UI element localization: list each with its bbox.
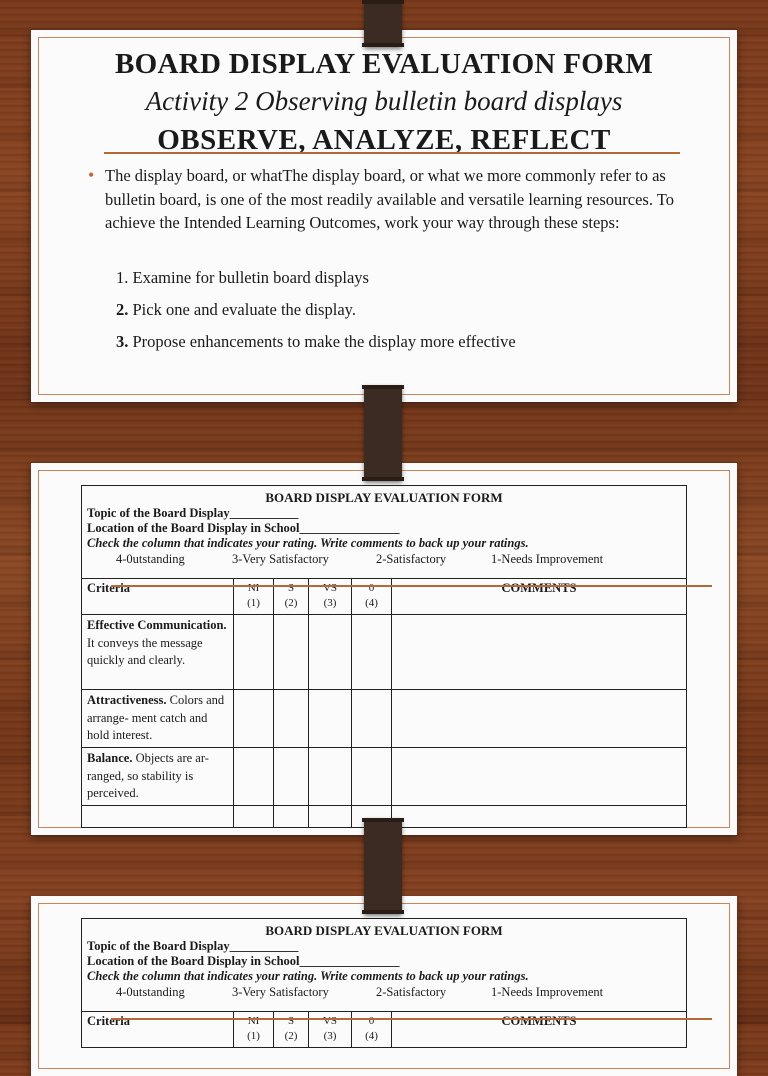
s-value: (2): [284, 597, 298, 609]
rating-cell[interactable]: [234, 748, 274, 806]
vs-value: (3): [323, 597, 337, 609]
criteria-name: Effective Communication.: [87, 618, 227, 632]
instruction-text: Check the column that indicates your rating. Write comments to back up your ratings.: [87, 969, 529, 983]
step-number: 1.: [116, 268, 129, 287]
comment-cell[interactable]: [392, 805, 687, 827]
step-item: [116, 330, 516, 362]
s-value: (2): [284, 1030, 298, 1042]
criteria-description: Objects are ar- ranged, so stability is perceived.: [87, 751, 209, 800]
s-header: [274, 1012, 309, 1048]
table-row: [82, 615, 687, 690]
scale-item: 2-Satisfactory: [376, 552, 447, 566]
rating-cell[interactable]: [274, 615, 309, 690]
intro-bullet: [88, 164, 695, 235]
scale-item: 4-0utstanding: [116, 985, 185, 999]
o-header: [352, 1012, 392, 1048]
binder-clip: [364, 0, 402, 47]
rating-cell[interactable]: [274, 690, 309, 748]
evaluation-form-table: [81, 485, 687, 828]
criteria-header: Criteria: [82, 1012, 234, 1048]
vs-value: (3): [323, 1030, 337, 1042]
criteria-cell: [82, 690, 234, 748]
o-value: (4): [365, 597, 378, 609]
ni-label: NI: [247, 1015, 260, 1027]
step-item: [116, 266, 516, 298]
instruction-text: Check the column that indicates your rating. Write comments to back up your ratings.: [87, 536, 529, 550]
location-label: Location of the Board Display in School________________: [87, 954, 400, 968]
criteria-header: Criteria: [82, 579, 234, 615]
binder-clip: [364, 818, 402, 914]
bullet-icon: •: [88, 165, 95, 185]
rating-cell[interactable]: [309, 690, 352, 748]
table-row: [82, 748, 687, 806]
rating-cell[interactable]: [309, 805, 352, 827]
comments-header: COMMENTS: [392, 579, 687, 615]
rating-cell[interactable]: [234, 805, 274, 827]
scale-item: 1-Needs Improvement: [491, 552, 604, 566]
s-label: S: [287, 582, 295, 594]
vs-header: [309, 1012, 352, 1048]
location-label: Location of the Board Display in School________________: [87, 521, 400, 535]
comments-header: COMMENTS: [392, 1012, 687, 1048]
criteria-cell: [82, 615, 234, 690]
o-value: (4): [365, 1030, 378, 1042]
step-item: [116, 298, 516, 330]
rating-cell[interactable]: [234, 615, 274, 690]
rating-cell[interactable]: [234, 690, 274, 748]
step-number: 2.: [116, 300, 129, 319]
rating-cell[interactable]: [274, 748, 309, 806]
criteria-cell: [82, 748, 234, 806]
slide-form-copy: [31, 896, 737, 1076]
rating-cell[interactable]: [274, 805, 309, 827]
steps-list: [116, 266, 516, 362]
s-header: [274, 579, 309, 615]
step-text: Pick one and evaluate the display.: [132, 300, 356, 319]
criteria-description: It conveys the message quickly and clearly.: [87, 635, 203, 667]
criteria-name: Balance.: [87, 751, 133, 765]
scale-item: 2-Satisfactory: [376, 985, 447, 999]
scale-item: 3-Very Satisfactory: [232, 552, 329, 566]
activity-subtitle: Activity 2 Observing bulletin board displays: [145, 86, 623, 116]
comment-cell[interactable]: [392, 748, 687, 806]
rating-cell[interactable]: [309, 748, 352, 806]
scale-item: 3-Very Satisfactory: [232, 985, 329, 999]
o-header: [352, 579, 392, 615]
vs-label: VS: [322, 1015, 338, 1027]
criteria-description: Colors and arrange- ment catch and hold interest.: [87, 693, 225, 742]
topic-label: Topic of the Board Display___________: [87, 939, 299, 953]
form-header: [82, 486, 687, 579]
step-text: Examine for bulletin board displays: [132, 268, 369, 287]
ni-header: [234, 1012, 274, 1048]
scale-item: 4-0utstanding: [116, 552, 185, 566]
rating-cell[interactable]: [352, 615, 392, 690]
form-header: [82, 919, 687, 1012]
vs-header: [309, 579, 352, 615]
evaluation-form-table: [81, 918, 687, 1048]
ni-label: NI: [247, 582, 260, 594]
section-heading: OBSERVE, ANALYZE, REFLECT: [157, 124, 611, 156]
s-label: S: [287, 1015, 295, 1027]
rating-scale: [87, 985, 681, 1000]
ni-value: (1): [247, 1030, 260, 1042]
rating-cell[interactable]: [309, 615, 352, 690]
slide-intro: [31, 30, 737, 402]
page-title: BOARD DISPLAY EVALUATION FORM: [114, 48, 654, 80]
rating-scale: [87, 552, 681, 567]
form-title: BOARD DISPLAY EVALUATION FORM: [265, 923, 503, 938]
o-label: 0: [368, 1015, 375, 1027]
scale-item: 1-Needs Improvement: [491, 985, 604, 999]
form-title: BOARD DISPLAY EVALUATION FORM: [265, 490, 503, 505]
comment-cell[interactable]: [392, 690, 687, 748]
ni-header: [234, 579, 274, 615]
step-number: 3.: [116, 332, 129, 351]
topic-label: Topic of the Board Display___________: [87, 506, 299, 520]
slide-divider: [111, 1018, 712, 1020]
slide-divider: [111, 585, 712, 587]
rating-cell[interactable]: [352, 690, 392, 748]
table-row: [82, 690, 687, 748]
step-text: Propose enhancements to make the display more effective: [132, 332, 516, 351]
o-label: 0: [368, 582, 375, 594]
intro-text: The display board, or whatThe display board, or what we more commonly refer to as bulletin board, is one of the most readily available and versatile learning resources. To achieve the Intended Learning Outcomes, work your way through these steps:: [105, 166, 674, 232]
ni-value: (1): [247, 597, 260, 609]
slide-form: [31, 463, 737, 835]
binder-clip: [364, 385, 402, 481]
vs-label: VS: [322, 582, 338, 594]
criteria-cell: [82, 805, 234, 827]
heading-divider: [104, 152, 680, 154]
criteria-name: Attractiveness.: [87, 693, 167, 707]
comment-cell[interactable]: [392, 615, 687, 690]
rating-cell[interactable]: [352, 748, 392, 806]
